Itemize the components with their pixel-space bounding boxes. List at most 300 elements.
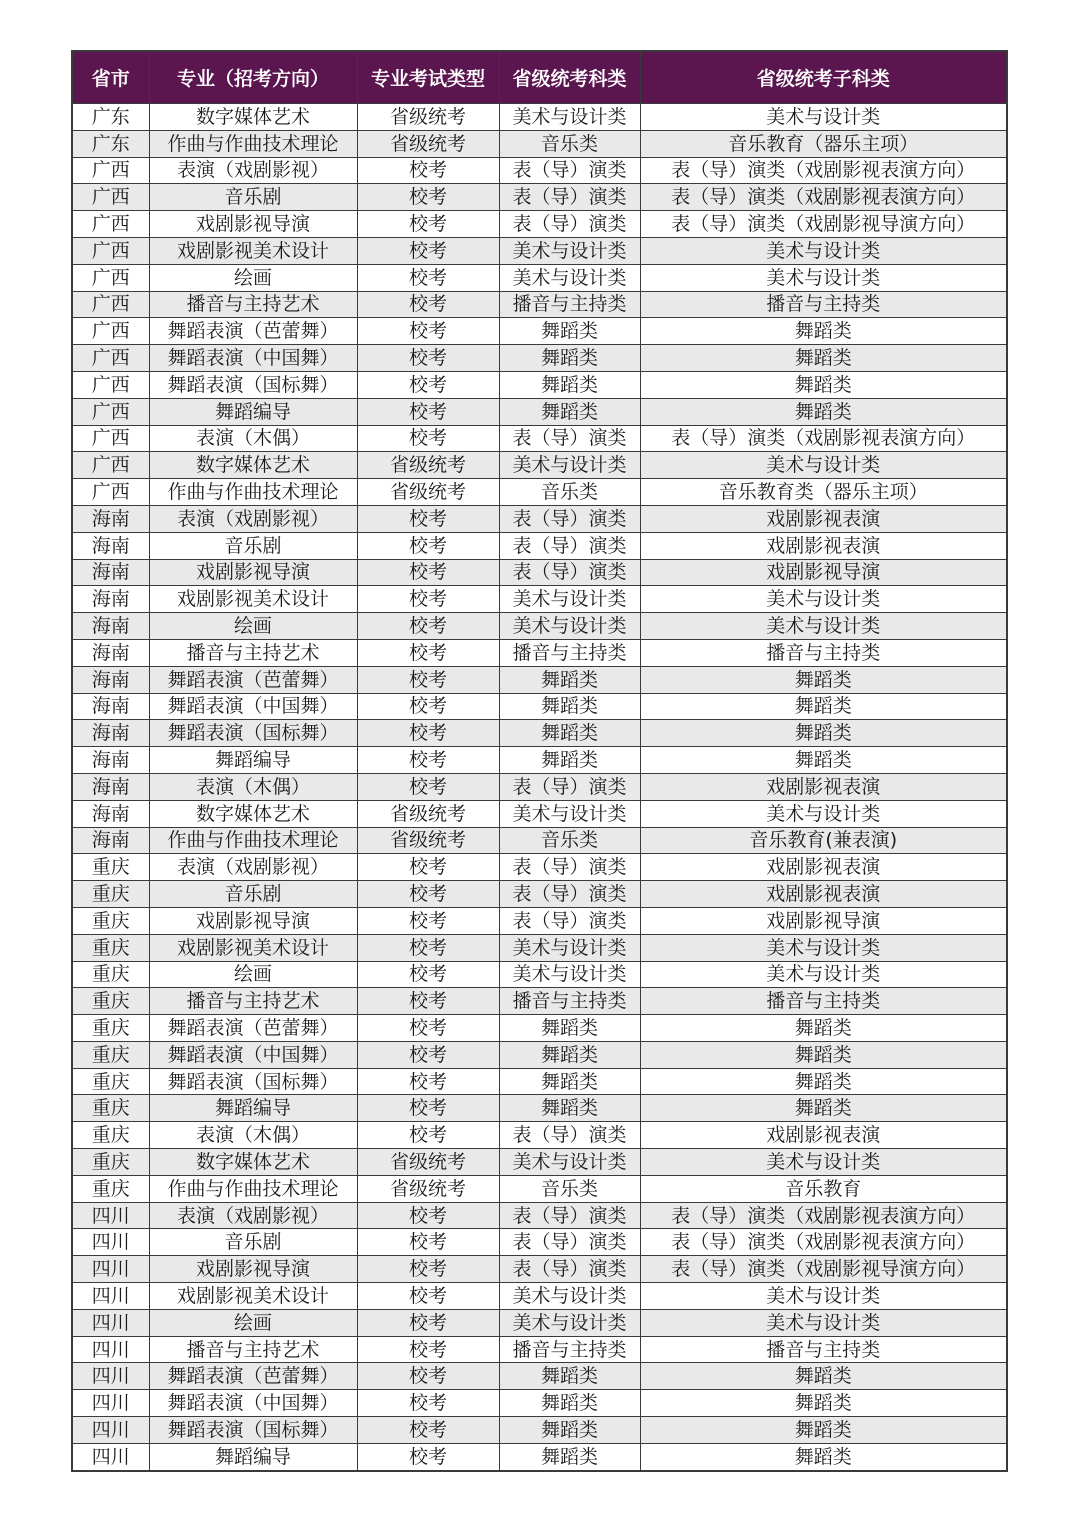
cell-province: 重庆 bbox=[72, 988, 149, 1015]
cell-exam-type: 校考 bbox=[357, 532, 499, 559]
cell-exam-type: 校考 bbox=[357, 1095, 499, 1122]
cell-major: 舞蹈编导 bbox=[149, 398, 357, 425]
cell-province: 广西 bbox=[72, 291, 149, 318]
cell-major: 表演（戏剧影视） bbox=[149, 1202, 357, 1229]
table-row bbox=[72, 1068, 1007, 1095]
cell-province: 重庆 bbox=[72, 1015, 149, 1042]
cell-provincial-subcategory: 表（导）演类（戏剧影视表演方向） bbox=[640, 425, 1007, 452]
cell-provincial-category: 表（导）演类 bbox=[499, 773, 640, 800]
cell-major: 播音与主持艺术 bbox=[149, 1336, 357, 1363]
table-row bbox=[72, 800, 1007, 827]
cell-provincial-category: 美术与设计类 bbox=[499, 961, 640, 988]
table-row bbox=[72, 1015, 1007, 1042]
cell-major: 舞蹈表演（中国舞） bbox=[149, 1041, 357, 1068]
cell-provincial-category: 舞蹈类 bbox=[499, 720, 640, 747]
cell-provincial-category: 美术与设计类 bbox=[499, 104, 640, 131]
cell-province: 广西 bbox=[72, 237, 149, 264]
table-row bbox=[72, 934, 1007, 961]
cell-provincial-subcategory: 美术与设计类 bbox=[640, 961, 1007, 988]
cell-province: 四川 bbox=[72, 1283, 149, 1310]
cell-provincial-subcategory: 戏剧影视表演 bbox=[640, 505, 1007, 532]
cell-exam-type: 校考 bbox=[357, 1443, 499, 1470]
cell-major: 舞蹈表演（国标舞） bbox=[149, 371, 357, 398]
cell-province: 重庆 bbox=[72, 934, 149, 961]
cell-provincial-subcategory: 表（导）演类（戏剧影视表演方向） bbox=[640, 1229, 1007, 1256]
table-header-row bbox=[72, 51, 1007, 104]
cell-provincial-subcategory: 舞蹈类 bbox=[640, 693, 1007, 720]
cell-provincial-category: 舞蹈类 bbox=[499, 747, 640, 774]
cell-provincial-category: 表（导）演类 bbox=[499, 1122, 640, 1149]
cell-major: 音乐剧 bbox=[149, 1229, 357, 1256]
cell-provincial-subcategory: 美术与设计类 bbox=[640, 934, 1007, 961]
cell-major: 播音与主持艺术 bbox=[149, 988, 357, 1015]
cell-exam-type: 校考 bbox=[357, 1390, 499, 1417]
cell-exam-type: 校考 bbox=[357, 907, 499, 934]
cell-exam-type: 省级统考 bbox=[357, 130, 499, 157]
table-row bbox=[72, 907, 1007, 934]
cell-province: 四川 bbox=[72, 1443, 149, 1470]
cell-provincial-subcategory: 美术与设计类 bbox=[640, 264, 1007, 291]
cell-province: 广西 bbox=[72, 345, 149, 372]
cell-provincial-category: 表（导）演类 bbox=[499, 854, 640, 881]
cell-provincial-subcategory: 播音与主持类 bbox=[640, 291, 1007, 318]
cell-province: 四川 bbox=[72, 1336, 149, 1363]
cell-provincial-subcategory: 戏剧影视表演 bbox=[640, 532, 1007, 559]
cell-exam-type: 校考 bbox=[357, 881, 499, 908]
cell-provincial-category: 表（导）演类 bbox=[499, 559, 640, 586]
cell-province: 海南 bbox=[72, 586, 149, 613]
cell-provincial-subcategory: 表（导）演类（戏剧影视表演方向） bbox=[640, 184, 1007, 211]
cell-major: 舞蹈表演（中国舞） bbox=[149, 693, 357, 720]
cell-exam-type: 校考 bbox=[357, 988, 499, 1015]
cell-exam-type: 校考 bbox=[357, 773, 499, 800]
cell-major: 舞蹈编导 bbox=[149, 1443, 357, 1470]
cell-exam-type: 省级统考 bbox=[357, 479, 499, 506]
cell-exam-type: 校考 bbox=[357, 1336, 499, 1363]
cell-major: 音乐剧 bbox=[149, 184, 357, 211]
table-row bbox=[72, 773, 1007, 800]
cell-province: 海南 bbox=[72, 800, 149, 827]
cell-provincial-category: 美术与设计类 bbox=[499, 264, 640, 291]
table-row bbox=[72, 1256, 1007, 1283]
cell-major: 播音与主持艺术 bbox=[149, 291, 357, 318]
table-row bbox=[72, 184, 1007, 211]
cell-provincial-category: 舞蹈类 bbox=[499, 1068, 640, 1095]
cell-major: 戏剧影视美术设计 bbox=[149, 934, 357, 961]
cell-provincial-subcategory: 舞蹈类 bbox=[640, 1041, 1007, 1068]
cell-exam-type: 校考 bbox=[357, 1229, 499, 1256]
cell-provincial-subcategory: 戏剧影视表演 bbox=[640, 1122, 1007, 1149]
cell-province: 广西 bbox=[72, 371, 149, 398]
table-row bbox=[72, 1363, 1007, 1390]
cell-exam-type: 省级统考 bbox=[357, 800, 499, 827]
table-row bbox=[72, 639, 1007, 666]
cell-exam-type: 校考 bbox=[357, 720, 499, 747]
cell-exam-type: 省级统考 bbox=[357, 827, 499, 854]
cell-exam-type: 校考 bbox=[357, 613, 499, 640]
table-row bbox=[72, 425, 1007, 452]
cell-major: 播音与主持艺术 bbox=[149, 639, 357, 666]
cell-provincial-subcategory: 舞蹈类 bbox=[640, 1443, 1007, 1470]
table-row bbox=[72, 1095, 1007, 1122]
cell-province: 重庆 bbox=[72, 961, 149, 988]
cell-provincial-subcategory: 舞蹈类 bbox=[640, 1068, 1007, 1095]
cell-major: 戏剧影视美术设计 bbox=[149, 586, 357, 613]
cell-exam-type: 校考 bbox=[357, 1256, 499, 1283]
cell-exam-type: 校考 bbox=[357, 1363, 499, 1390]
cell-exam-type: 校考 bbox=[357, 157, 499, 184]
cell-major: 表演（木偶） bbox=[149, 773, 357, 800]
table-row bbox=[72, 1309, 1007, 1336]
cell-provincial-subcategory: 舞蹈类 bbox=[640, 1363, 1007, 1390]
cell-provincial-subcategory: 美术与设计类 bbox=[640, 104, 1007, 131]
table-row bbox=[72, 1443, 1007, 1470]
cell-provincial-category: 表（导）演类 bbox=[499, 157, 640, 184]
table-row bbox=[72, 532, 1007, 559]
cell-province: 广西 bbox=[72, 425, 149, 452]
cell-provincial-subcategory: 表（导）演类（戏剧影视表演方向） bbox=[640, 1202, 1007, 1229]
cell-province: 四川 bbox=[72, 1229, 149, 1256]
cell-province: 四川 bbox=[72, 1390, 149, 1417]
cell-major: 绘画 bbox=[149, 264, 357, 291]
cell-provincial-category: 播音与主持类 bbox=[499, 988, 640, 1015]
table-row bbox=[72, 586, 1007, 613]
cell-exam-type: 校考 bbox=[357, 505, 499, 532]
cell-major: 作曲与作曲技术理论 bbox=[149, 827, 357, 854]
cell-province: 广东 bbox=[72, 130, 149, 157]
cell-exam-type: 校考 bbox=[357, 747, 499, 774]
cell-provincial-category: 舞蹈类 bbox=[499, 398, 640, 425]
cell-provincial-subcategory: 舞蹈类 bbox=[640, 371, 1007, 398]
cell-provincial-category: 美术与设计类 bbox=[499, 1309, 640, 1336]
cell-major: 表演（戏剧影视） bbox=[149, 854, 357, 881]
cell-province: 四川 bbox=[72, 1309, 149, 1336]
cell-provincial-subcategory: 音乐教育(兼表演) bbox=[640, 827, 1007, 854]
cell-provincial-category: 音乐类 bbox=[499, 479, 640, 506]
cell-provincial-category: 舞蹈类 bbox=[499, 1363, 640, 1390]
cell-provincial-subcategory: 播音与主持类 bbox=[640, 1336, 1007, 1363]
major-table-container bbox=[71, 50, 1006, 1472]
cell-provincial-subcategory: 戏剧影视表演 bbox=[640, 854, 1007, 881]
cell-province: 广西 bbox=[72, 184, 149, 211]
cell-provincial-category: 舞蹈类 bbox=[499, 1041, 640, 1068]
cell-provincial-category: 美术与设计类 bbox=[499, 1149, 640, 1176]
cell-provincial-subcategory: 美术与设计类 bbox=[640, 1309, 1007, 1336]
cell-exam-type: 省级统考 bbox=[357, 452, 499, 479]
table-row bbox=[72, 318, 1007, 345]
cell-exam-type: 校考 bbox=[357, 1015, 499, 1042]
cell-exam-type: 校考 bbox=[357, 666, 499, 693]
cell-provincial-category: 表（导）演类 bbox=[499, 1256, 640, 1283]
table-row bbox=[72, 1175, 1007, 1202]
table-row bbox=[72, 613, 1007, 640]
cell-major: 舞蹈编导 bbox=[149, 747, 357, 774]
cell-exam-type: 校考 bbox=[357, 1041, 499, 1068]
cell-exam-type: 校考 bbox=[357, 291, 499, 318]
table-body bbox=[72, 104, 1007, 1471]
cell-major: 表演（戏剧影视） bbox=[149, 505, 357, 532]
cell-major: 表演（木偶） bbox=[149, 425, 357, 452]
cell-exam-type: 校考 bbox=[357, 961, 499, 988]
cell-provincial-subcategory: 舞蹈类 bbox=[640, 720, 1007, 747]
table-row bbox=[72, 881, 1007, 908]
cell-provincial-category: 美术与设计类 bbox=[499, 1283, 640, 1310]
cell-exam-type: 校考 bbox=[357, 1309, 499, 1336]
cell-exam-type: 校考 bbox=[357, 1417, 499, 1444]
cell-provincial-subcategory: 音乐教育 bbox=[640, 1175, 1007, 1202]
table-row bbox=[72, 130, 1007, 157]
cell-major: 戏剧影视导演 bbox=[149, 559, 357, 586]
table-row bbox=[72, 559, 1007, 586]
cell-provincial-category: 美术与设计类 bbox=[499, 934, 640, 961]
cell-major: 舞蹈编导 bbox=[149, 1095, 357, 1122]
cell-exam-type: 校考 bbox=[357, 559, 499, 586]
cell-province: 海南 bbox=[72, 532, 149, 559]
cell-major: 绘画 bbox=[149, 961, 357, 988]
cell-provincial-category: 美术与设计类 bbox=[499, 452, 640, 479]
table-row bbox=[72, 264, 1007, 291]
cell-major: 舞蹈表演（中国舞） bbox=[149, 1390, 357, 1417]
cell-provincial-category: 舞蹈类 bbox=[499, 318, 640, 345]
cell-major: 戏剧影视导演 bbox=[149, 1256, 357, 1283]
cell-major: 数字媒体艺术 bbox=[149, 800, 357, 827]
cell-province: 广西 bbox=[72, 318, 149, 345]
cell-provincial-subcategory: 美术与设计类 bbox=[640, 452, 1007, 479]
cell-exam-type: 校考 bbox=[357, 425, 499, 452]
cell-province: 重庆 bbox=[72, 1149, 149, 1176]
cell-provincial-subcategory: 戏剧影视表演 bbox=[640, 881, 1007, 908]
header-provincial-subcategory: 省级统考子科类 bbox=[640, 51, 1007, 104]
cell-major: 作曲与作曲技术理论 bbox=[149, 479, 357, 506]
cell-province: 海南 bbox=[72, 693, 149, 720]
cell-provincial-subcategory: 舞蹈类 bbox=[640, 398, 1007, 425]
cell-provincial-category: 舞蹈类 bbox=[499, 1095, 640, 1122]
cell-provincial-subcategory: 舞蹈类 bbox=[640, 747, 1007, 774]
cell-province: 四川 bbox=[72, 1363, 149, 1390]
table-row bbox=[72, 747, 1007, 774]
cell-provincial-subcategory: 音乐教育（器乐主项） bbox=[640, 130, 1007, 157]
cell-major: 戏剧影视美术设计 bbox=[149, 237, 357, 264]
cell-major: 戏剧影视导演 bbox=[149, 211, 357, 238]
cell-provincial-category: 舞蹈类 bbox=[499, 1417, 640, 1444]
table-row bbox=[72, 345, 1007, 372]
cell-major: 舞蹈表演（中国舞） bbox=[149, 345, 357, 372]
cell-province: 重庆 bbox=[72, 1041, 149, 1068]
table-row bbox=[72, 237, 1007, 264]
cell-provincial-category: 表（导）演类 bbox=[499, 881, 640, 908]
cell-major: 舞蹈表演（国标舞） bbox=[149, 1417, 357, 1444]
cell-exam-type: 省级统考 bbox=[357, 104, 499, 131]
cell-province: 重庆 bbox=[72, 1068, 149, 1095]
cell-province: 广西 bbox=[72, 452, 149, 479]
cell-exam-type: 校考 bbox=[357, 854, 499, 881]
cell-provincial-category: 音乐类 bbox=[499, 130, 640, 157]
cell-province: 四川 bbox=[72, 1256, 149, 1283]
cell-provincial-category: 舞蹈类 bbox=[499, 1390, 640, 1417]
table-row bbox=[72, 961, 1007, 988]
cell-major: 作曲与作曲技术理论 bbox=[149, 130, 357, 157]
cell-provincial-category: 表（导）演类 bbox=[499, 505, 640, 532]
cell-major: 作曲与作曲技术理论 bbox=[149, 1175, 357, 1202]
table-row bbox=[72, 1041, 1007, 1068]
cell-provincial-category: 播音与主持类 bbox=[499, 1336, 640, 1363]
cell-exam-type: 校考 bbox=[357, 318, 499, 345]
cell-major: 舞蹈表演（国标舞） bbox=[149, 720, 357, 747]
cell-provincial-category: 表（导）演类 bbox=[499, 184, 640, 211]
cell-provincial-category: 舞蹈类 bbox=[499, 345, 640, 372]
cell-provincial-subcategory: 舞蹈类 bbox=[640, 1390, 1007, 1417]
cell-provincial-category: 表（导）演类 bbox=[499, 1229, 640, 1256]
cell-major: 舞蹈表演（芭蕾舞） bbox=[149, 666, 357, 693]
cell-provincial-category: 美术与设计类 bbox=[499, 586, 640, 613]
table-row bbox=[72, 1417, 1007, 1444]
cell-provincial-subcategory: 美术与设计类 bbox=[640, 586, 1007, 613]
table-row bbox=[72, 1283, 1007, 1310]
cell-provincial-subcategory: 美术与设计类 bbox=[640, 237, 1007, 264]
cell-province: 海南 bbox=[72, 505, 149, 532]
cell-provincial-subcategory: 戏剧影视导演 bbox=[640, 559, 1007, 586]
table-row bbox=[72, 452, 1007, 479]
table-row bbox=[72, 988, 1007, 1015]
header-provincial-category: 省级统考科类 bbox=[499, 51, 640, 104]
cell-major: 音乐剧 bbox=[149, 881, 357, 908]
cell-provincial-subcategory: 舞蹈类 bbox=[640, 666, 1007, 693]
cell-provincial-category: 表（导）演类 bbox=[499, 1202, 640, 1229]
table-row bbox=[72, 371, 1007, 398]
cell-province: 广西 bbox=[72, 479, 149, 506]
table-row bbox=[72, 211, 1007, 238]
cell-exam-type: 校考 bbox=[357, 264, 499, 291]
cell-provincial-subcategory: 表（导）演类（戏剧影视导演方向） bbox=[640, 211, 1007, 238]
cell-province: 海南 bbox=[72, 720, 149, 747]
table-row bbox=[72, 666, 1007, 693]
cell-exam-type: 校考 bbox=[357, 586, 499, 613]
table-row bbox=[72, 854, 1007, 881]
cell-provincial-category: 舞蹈类 bbox=[499, 371, 640, 398]
cell-provincial-subcategory: 美术与设计类 bbox=[640, 800, 1007, 827]
cell-provincial-subcategory: 播音与主持类 bbox=[640, 988, 1007, 1015]
cell-province: 广西 bbox=[72, 264, 149, 291]
cell-exam-type: 校考 bbox=[357, 398, 499, 425]
table-row bbox=[72, 479, 1007, 506]
table-row bbox=[72, 827, 1007, 854]
table-row bbox=[72, 157, 1007, 184]
table-row bbox=[72, 1149, 1007, 1176]
cell-major: 表演（戏剧影视） bbox=[149, 157, 357, 184]
cell-exam-type: 校考 bbox=[357, 693, 499, 720]
cell-provincial-category: 表（导）演类 bbox=[499, 211, 640, 238]
cell-provincial-subcategory: 表（导）演类（戏剧影视表演方向） bbox=[640, 157, 1007, 184]
cell-provincial-category: 舞蹈类 bbox=[499, 1443, 640, 1470]
cell-provincial-category: 舞蹈类 bbox=[499, 666, 640, 693]
cell-provincial-subcategory: 舞蹈类 bbox=[640, 318, 1007, 345]
cell-exam-type: 校考 bbox=[357, 1122, 499, 1149]
cell-exam-type: 校考 bbox=[357, 237, 499, 264]
cell-provincial-subcategory: 舞蹈类 bbox=[640, 345, 1007, 372]
cell-provincial-category: 音乐类 bbox=[499, 827, 640, 854]
cell-major: 数字媒体艺术 bbox=[149, 452, 357, 479]
cell-exam-type: 校考 bbox=[357, 639, 499, 666]
cell-province: 海南 bbox=[72, 747, 149, 774]
cell-exam-type: 校考 bbox=[357, 1283, 499, 1310]
table-row bbox=[72, 1390, 1007, 1417]
table-row bbox=[72, 1229, 1007, 1256]
cell-provincial-category: 舞蹈类 bbox=[499, 693, 640, 720]
cell-provincial-category: 播音与主持类 bbox=[499, 291, 640, 318]
cell-provincial-category: 美术与设计类 bbox=[499, 800, 640, 827]
cell-provincial-category: 美术与设计类 bbox=[499, 237, 640, 264]
table-row bbox=[72, 1202, 1007, 1229]
cell-provincial-subcategory: 美术与设计类 bbox=[640, 1283, 1007, 1310]
cell-provincial-subcategory: 音乐教育类（器乐主项） bbox=[640, 479, 1007, 506]
cell-exam-type: 校考 bbox=[357, 934, 499, 961]
cell-province: 广西 bbox=[72, 398, 149, 425]
cell-provincial-subcategory: 戏剧影视导演 bbox=[640, 907, 1007, 934]
cell-provincial-subcategory: 戏剧影视表演 bbox=[640, 773, 1007, 800]
cell-province: 重庆 bbox=[72, 907, 149, 934]
cell-provincial-subcategory: 播音与主持类 bbox=[640, 639, 1007, 666]
cell-provincial-category: 舞蹈类 bbox=[499, 1015, 640, 1042]
cell-exam-type: 省级统考 bbox=[357, 1175, 499, 1202]
header-province: 省市 bbox=[72, 51, 149, 104]
cell-major: 舞蹈表演（芭蕾舞） bbox=[149, 1015, 357, 1042]
cell-exam-type: 校考 bbox=[357, 1202, 499, 1229]
table-row bbox=[72, 720, 1007, 747]
cell-major: 数字媒体艺术 bbox=[149, 104, 357, 131]
cell-province: 广东 bbox=[72, 104, 149, 131]
cell-major: 舞蹈表演（芭蕾舞） bbox=[149, 1363, 357, 1390]
cell-province: 海南 bbox=[72, 613, 149, 640]
cell-provincial-subcategory: 舞蹈类 bbox=[640, 1417, 1007, 1444]
cell-major: 数字媒体艺术 bbox=[149, 1149, 357, 1176]
cell-province: 海南 bbox=[72, 773, 149, 800]
cell-exam-type: 校考 bbox=[357, 1068, 499, 1095]
cell-major: 绘画 bbox=[149, 1309, 357, 1336]
cell-provincial-category: 音乐类 bbox=[499, 1175, 640, 1202]
cell-exam-type: 校考 bbox=[357, 371, 499, 398]
cell-provincial-category: 表（导）演类 bbox=[499, 425, 640, 452]
cell-province: 重庆 bbox=[72, 1122, 149, 1149]
cell-province: 重庆 bbox=[72, 1095, 149, 1122]
table-row bbox=[72, 1336, 1007, 1363]
cell-exam-type: 校考 bbox=[357, 184, 499, 211]
cell-exam-type: 校考 bbox=[357, 345, 499, 372]
cell-major: 戏剧影视导演 bbox=[149, 907, 357, 934]
cell-province: 广西 bbox=[72, 211, 149, 238]
cell-provincial-subcategory: 舞蹈类 bbox=[640, 1095, 1007, 1122]
cell-province: 四川 bbox=[72, 1202, 149, 1229]
table-row bbox=[72, 693, 1007, 720]
cell-province: 海南 bbox=[72, 639, 149, 666]
cell-provincial-subcategory: 表（导）演类（戏剧影视导演方向） bbox=[640, 1256, 1007, 1283]
major-exam-table bbox=[71, 50, 1008, 1472]
cell-province: 海南 bbox=[72, 827, 149, 854]
cell-provincial-category: 美术与设计类 bbox=[499, 613, 640, 640]
cell-major: 表演（木偶） bbox=[149, 1122, 357, 1149]
cell-major: 舞蹈表演（国标舞） bbox=[149, 1068, 357, 1095]
cell-provincial-category: 播音与主持类 bbox=[499, 639, 640, 666]
cell-major: 戏剧影视美术设计 bbox=[149, 1283, 357, 1310]
cell-provincial-subcategory: 舞蹈类 bbox=[640, 1015, 1007, 1042]
table-row bbox=[72, 104, 1007, 131]
cell-province: 重庆 bbox=[72, 1175, 149, 1202]
table-row bbox=[72, 291, 1007, 318]
cell-province: 四川 bbox=[72, 1417, 149, 1444]
cell-provincial-subcategory: 美术与设计类 bbox=[640, 1149, 1007, 1176]
cell-province: 重庆 bbox=[72, 881, 149, 908]
table-row bbox=[72, 398, 1007, 425]
cell-major: 舞蹈表演（芭蕾舞） bbox=[149, 318, 357, 345]
